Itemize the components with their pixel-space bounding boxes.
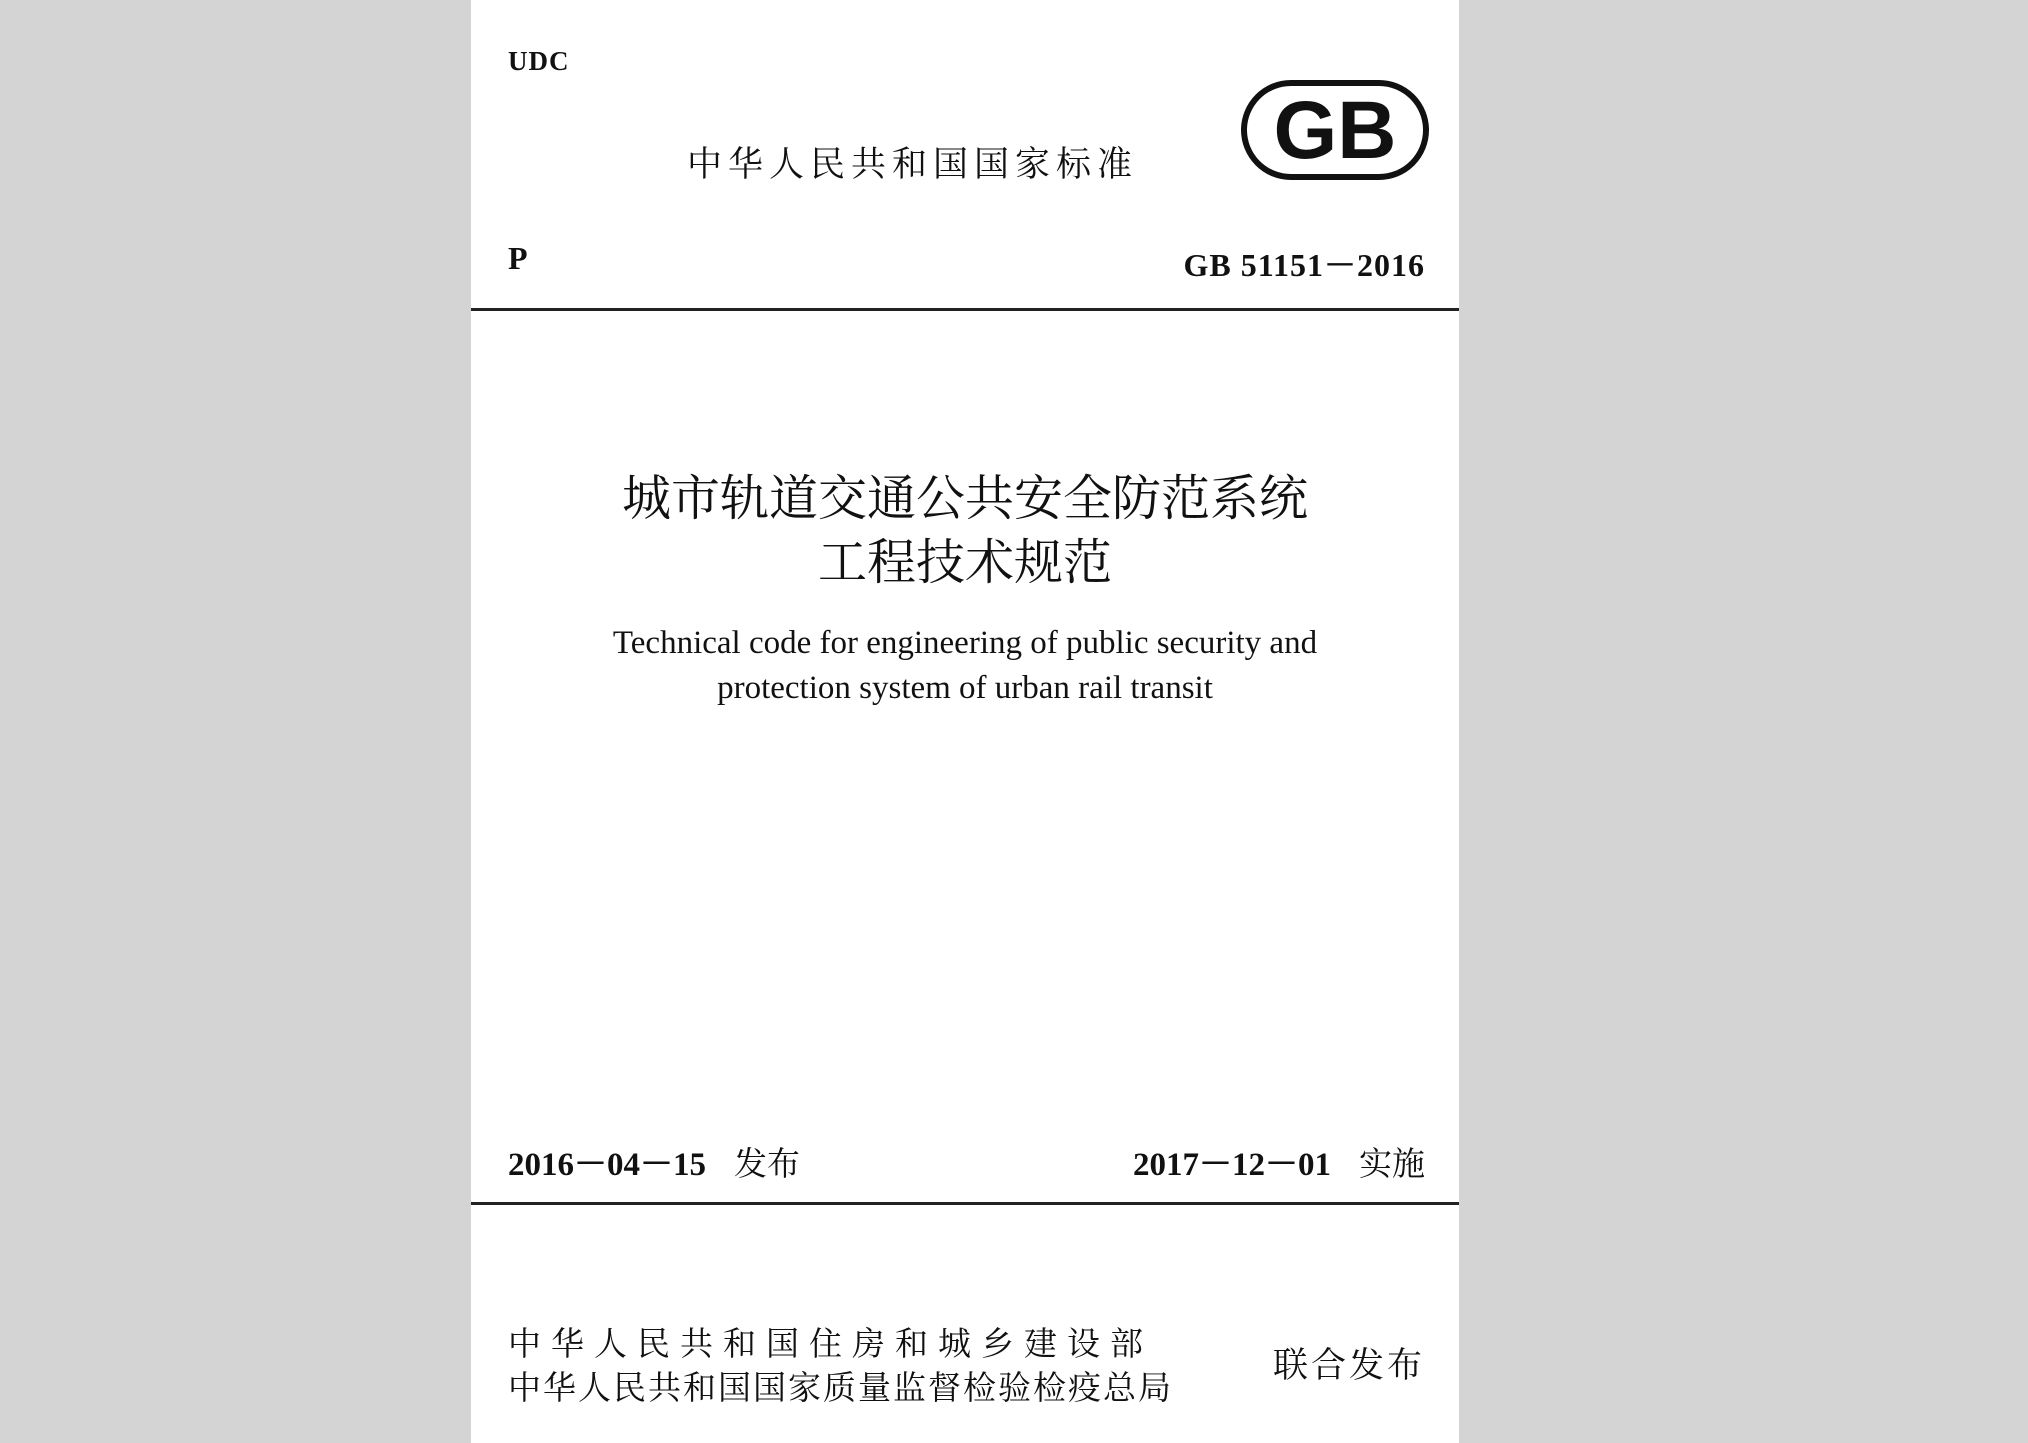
issued-date-block: [508, 1138, 800, 1185]
top-divider: [471, 308, 1459, 311]
national-standard-heading: 中华人民共和国国家标准: [687, 145, 1139, 185]
document-cover-page: [471, 0, 1459, 1443]
gb-logo-icon: [1241, 80, 1429, 180]
title-cn-line1: 城市轨道交通公共安全防范系统: [621, 470, 1308, 527]
joint-issue-label: 联合发布: [1272, 1346, 1425, 1386]
standard-number: GB 51151－2016: [1183, 247, 1425, 283]
implemented-date-block: [1133, 1138, 1425, 1185]
title-cn-line2: 工程技术规范: [817, 534, 1112, 591]
gb-logo-text: GB: [1273, 85, 1397, 176]
issuer-line2: 中华人民共和国国家质量监督检验检疫总局: [508, 1368, 1173, 1407]
bottom-divider: [471, 1202, 1459, 1205]
issuer-line1: 中华人民共和国住房和城乡建设部: [508, 1324, 1153, 1363]
udc-label: UDC: [508, 46, 570, 76]
implemented-date: 2017－12－01: [1133, 1147, 1331, 1183]
title-en-line1: Technical code for engineering of public security and: [612, 625, 1318, 661]
implemented-word: 实施: [1359, 1144, 1425, 1183]
issued-word: 发布: [734, 1144, 800, 1183]
title-en-line2: protection system of urban rail transit: [717, 670, 1213, 706]
classification-code: P: [508, 240, 528, 276]
issued-date: 2016－04－15: [508, 1147, 706, 1183]
